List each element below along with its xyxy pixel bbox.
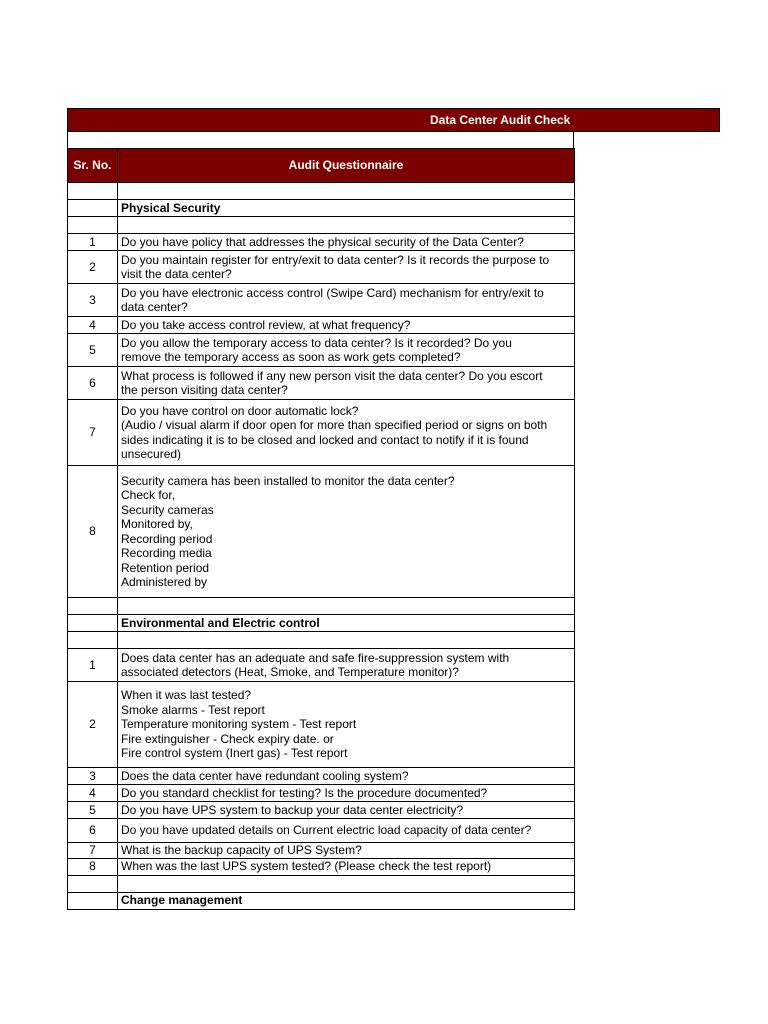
serial-number-cell: 3 <box>68 284 118 317</box>
serial-number-cell: 6 <box>68 367 118 400</box>
table-row <box>68 802 575 819</box>
serial-number-cell: 3 <box>68 768 118 785</box>
serial-number-cell: 8 <box>68 858 118 875</box>
serial-number-cell <box>68 875 118 892</box>
serial-number-cell <box>68 615 118 632</box>
question-cell: What process is followed if any new person visit the data center? Do you escort the person visiting data center? <box>118 367 575 400</box>
audit-checklist-table <box>67 148 575 910</box>
serial-number-cell: 4 <box>68 785 118 802</box>
question-cell: What is the backup capacity of UPS System? <box>118 843 575 859</box>
section-title: Environmental and Electric control <box>118 615 575 632</box>
blank-row <box>68 217 575 234</box>
serial-number-cell: 6 <box>68 819 118 843</box>
table-row <box>68 682 575 768</box>
blank-row <box>68 875 575 892</box>
section-title: Physical Security <box>118 200 575 217</box>
question-cell <box>118 632 575 649</box>
serial-number-cell: 1 <box>68 649 118 682</box>
serial-number-cell: 1 <box>68 234 118 251</box>
serial-number-cell <box>68 598 118 615</box>
serial-number-cell: 2 <box>68 682 118 768</box>
question-cell: Do you have updated details on Current electric load capacity of data center? <box>118 819 575 843</box>
table-row <box>68 843 575 859</box>
question-cell: Does the data center have redundant cooling system? <box>118 768 575 785</box>
question-cell: Do you maintain register for entry/exit to data center? Is it records the purpose to visit the data center? <box>118 251 575 284</box>
question-cell: Do you standard checklist for testing? Is the procedure documented? <box>118 785 575 802</box>
question-cell: Does data center has an adequate and safe fire-suppression system with associated detectors (Heat, Smoke, and Temperature monitor)? <box>118 649 575 682</box>
table-row <box>68 819 575 843</box>
table-header-row <box>68 149 575 183</box>
serial-number-cell <box>68 217 118 234</box>
sr-no-header: Sr. No. <box>68 149 118 183</box>
serial-number-cell: 7 <box>68 400 118 466</box>
serial-number-cell <box>68 892 118 909</box>
question-cell: Do you have policy that addresses the physical security of the Data Center? <box>118 234 575 251</box>
table-row <box>68 858 575 875</box>
table-row <box>68 466 575 598</box>
title-bar <box>67 108 720 132</box>
serial-number-cell: 4 <box>68 317 118 334</box>
table-row <box>68 367 575 400</box>
blank-row <box>68 598 575 615</box>
serial-number-cell: 5 <box>68 334 118 367</box>
question-header: Audit Questionnaire <box>118 149 575 183</box>
question-cell <box>118 217 575 234</box>
serial-number-cell <box>68 200 118 217</box>
blank-row <box>68 632 575 649</box>
document-title: Data Center Audit Check <box>430 113 571 127</box>
serial-number-cell: 8 <box>68 466 118 598</box>
table-row <box>68 768 575 785</box>
table-row <box>68 234 575 251</box>
section-title: Change management <box>118 892 575 909</box>
title-spacer-row <box>67 132 574 149</box>
table-row <box>68 251 575 284</box>
table-row <box>68 334 575 367</box>
table-row <box>68 400 575 466</box>
question-cell: Security camera has been installed to monitor the data center? Check for, Security cameras Monitored by, Recording period Recording media Retention period Administered by <box>118 466 575 598</box>
question-cell <box>118 598 575 615</box>
table-row <box>68 317 575 334</box>
question-cell: Do you have UPS system to backup your data center electricity? <box>118 802 575 819</box>
serial-number-cell: 7 <box>68 843 118 859</box>
table-row <box>68 649 575 682</box>
question-cell: Do you allow the temporary access to data center? Is it recorded? Do you remove the temporary access as soon as work gets completed? <box>118 334 575 367</box>
section-row <box>68 615 575 632</box>
serial-number-cell: 5 <box>68 802 118 819</box>
blank-row <box>68 183 575 200</box>
serial-number-cell: 2 <box>68 251 118 284</box>
question-cell <box>118 875 575 892</box>
question-cell <box>118 183 575 200</box>
table-row <box>68 284 575 317</box>
question-cell: Do you have control on door automatic lock? (Audio / visual alarm if door open for more than specified period or signs on both sides indicating it is to be closed and locked and contact to notify if it is found unsecured) <box>118 400 575 466</box>
question-cell: Do you have electronic access control (Swipe Card) mechanism for entry/exit to data center? <box>118 284 575 317</box>
section-row <box>68 892 575 909</box>
question-cell: Do you take access control review, at what frequency? <box>118 317 575 334</box>
serial-number-cell <box>68 183 118 200</box>
serial-number-cell <box>68 632 118 649</box>
question-cell: When was the last UPS system tested? (Please check the test report) <box>118 858 575 875</box>
question-cell: When it was last tested? Smoke alarms - Test report Temperature monitoring system - Test report Fire extinguisher - Check expiry date. or Fire control system (Inert gas) - Test report <box>118 682 575 768</box>
section-row <box>68 200 575 217</box>
table-row <box>68 785 575 802</box>
